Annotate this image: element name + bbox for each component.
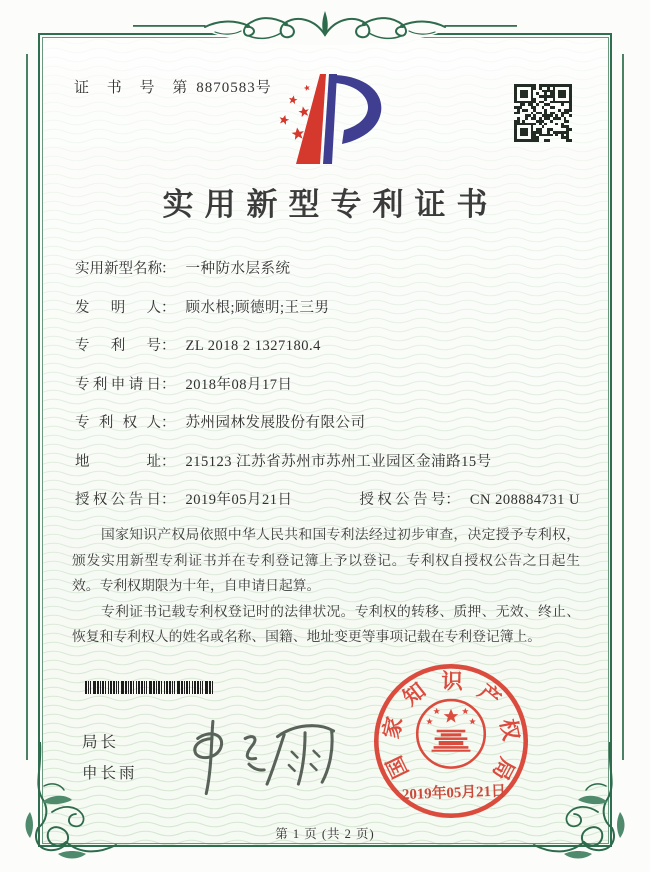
field-colon: ： (161, 492, 176, 508)
field-row-patent-no (75, 334, 580, 356)
certificate-number-value: 8870583 (196, 80, 256, 96)
field-colon: ： (161, 453, 176, 470)
official-seal-icon (364, 654, 538, 828)
field-value: CN 208884731 U (469, 492, 580, 508)
field-label: 授权公告日 (75, 492, 161, 508)
cnipa-logo-icon (260, 68, 394, 170)
field-label: 地址 (75, 453, 161, 470)
seal-date: 2019年05月21日 (401, 783, 507, 804)
signer-title: 局长 (82, 734, 120, 751)
field-row-filing-date (75, 373, 580, 395)
field-row-inventor (75, 296, 580, 318)
field-row-name (75, 257, 580, 279)
field-label: 授权公告号 (359, 492, 446, 508)
field-label: 发明人 (75, 299, 161, 316)
page-number: 第 1 页 (共 2 页) (275, 827, 375, 841)
field-value: 苏州园林发展股份有限公司 (185, 415, 366, 431)
seal-char: 家 (378, 714, 408, 741)
field-label: 专利权人 (75, 415, 161, 431)
barcode-icon (85, 681, 214, 694)
certificate-number-suffix: 号 (255, 80, 278, 96)
field-value: 一种防水层系统 (185, 261, 291, 277)
seal-char: 局 (487, 753, 520, 785)
legal-paragraph: 国家知识产权局依照中华人民共和国专利法经过初步审查，决定授予专利权，颁发实用新型专利证书并在专利登记簿上予以登记。专利权自授权公告之日起生效。专利权期限为十年，自申请日起算。 (72, 527, 580, 593)
certificate-title: 实用新型专利证书 (162, 187, 499, 222)
field-list (75, 257, 580, 527)
field-label: 实用新型名称 (75, 261, 162, 277)
qr-code-icon (514, 84, 572, 142)
field-label: 专利申请日 (75, 376, 161, 393)
seal-char: 国 (382, 752, 414, 782)
field-value: ZL 2018 2 1327180.4 (185, 338, 321, 354)
grant-no-group (359, 488, 580, 510)
field-row-grant (75, 488, 580, 510)
field-row-patentee (75, 411, 580, 433)
seal-char: 权 (495, 716, 524, 743)
seal-char: 识 (441, 669, 464, 694)
field-value: 215123 江苏省苏州市苏州工业园区金浦路15号 (185, 453, 492, 470)
national-emblem-icon (417, 700, 485, 768)
field-colon: ： (161, 338, 176, 354)
field-label: 专利号 (75, 338, 161, 354)
field-colon: ： (161, 376, 176, 393)
signer-name: 申长雨 (82, 765, 138, 782)
legal-text (72, 522, 580, 650)
corner-flourish-icon (524, 742, 636, 864)
field-colon: ： (445, 492, 460, 508)
field-colon: ： (161, 415, 176, 431)
legal-paragraph: 专利证书记载专利权登记时的法律状况。专利权的转移、质押、无效、终止、恢复和专利权人的姓名或名称、国籍、地址变更等事项记载在专利登记簿上。 (72, 603, 580, 644)
top-scroll-ornament-icon (133, 5, 517, 51)
field-value: 2018年08月17日 (185, 376, 293, 393)
grant-date-group (75, 488, 359, 510)
field-value: 顾水根;顾德明;王三男 (185, 299, 330, 316)
field-value: 2019年05月21日 (185, 492, 293, 508)
seal-char: 知 (398, 678, 431, 711)
field-colon: ： (161, 299, 176, 316)
signer-block (82, 727, 138, 789)
seal-char: 产 (473, 679, 506, 712)
certificate-number-prefix: 证 书 号 第 (74, 80, 195, 96)
certificate-number (74, 76, 278, 97)
field-colon: ： (161, 261, 176, 277)
outer-border-right (622, 54, 624, 760)
handwritten-signature-icon (182, 710, 354, 805)
field-row-address (75, 450, 580, 472)
outer-border-left (26, 54, 28, 760)
